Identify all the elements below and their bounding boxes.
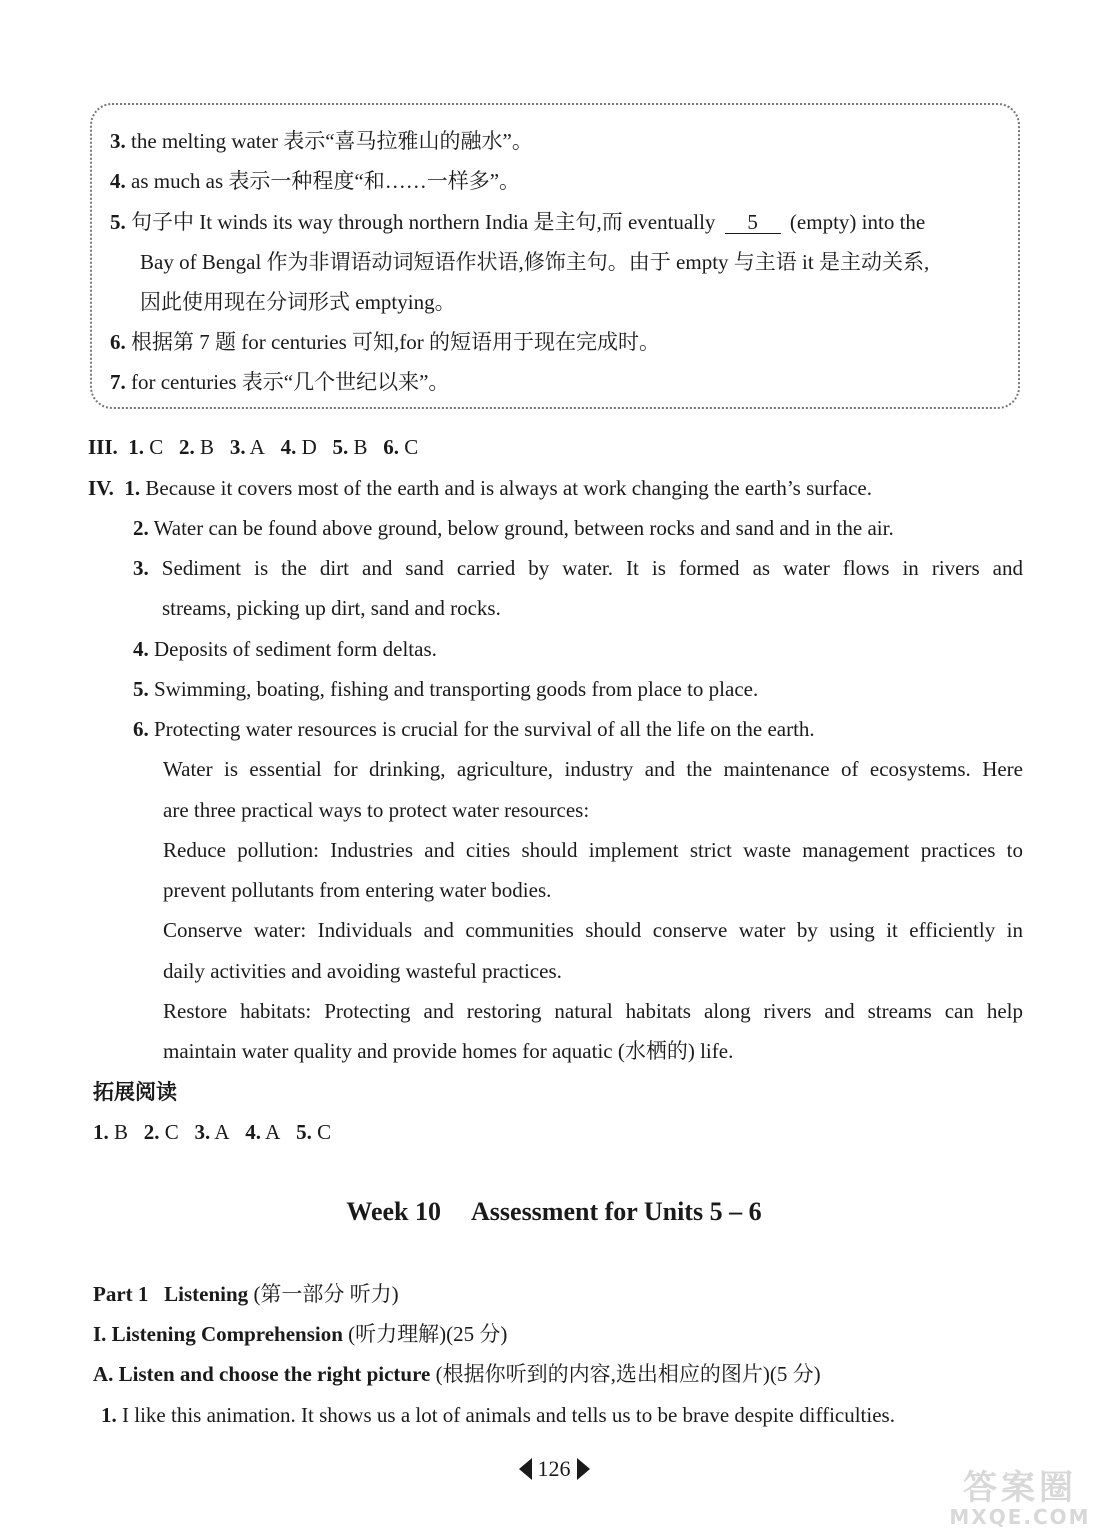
section-iv-answer-4: 4. Deposits of sediment form deltas. — [133, 637, 437, 661]
page-number: 126 — [0, 1456, 1108, 1482]
note-item-6: 6. 根据第 7 题 for centuries 可知,for 的短语用于现在完成时。 — [110, 330, 661, 354]
note-item-5-line-3: 因此使用现在分词形式 emptying。 — [140, 290, 456, 314]
section-iv-answer-6: 6. Protecting water resources is crucial for the survival of all the life on the earth. — [133, 717, 815, 741]
answer-6-paragraph-1: Water is essential for drinking, agriculture, industry and the maintenance of ecosystems. Here — [163, 757, 1023, 781]
answer-6-restore-habitats: Restore habitats: Protecting and restoring natural habitats along rivers and streams can help — [163, 999, 1023, 1023]
answer-6-conserve-water: Conserve water: Individuals and communities should conserve water by using it efficiently in — [163, 918, 1023, 942]
section-iv-answer-3: 3. Sediment is the dirt and sand carried by water. It is formed as water flows in rivers and — [133, 556, 1023, 580]
section-iv-answer-1: IV. 1. Because it covers most of the earth and is always at work changing the earth’s surface. — [88, 476, 872, 500]
triangle-right-icon — [577, 1458, 590, 1480]
note-item-5-line-2: Bay of Bengal 作为非谓语动词短语作状语,修饰主句。由于 empty 与主语 it 是主动关系, — [140, 250, 930, 274]
section-iv-answer-5: 5. Swimming, boating, fishing and transporting goods from place to place. — [133, 677, 759, 701]
answer-6-reduce-pollution-end: prevent pollutants from entering water bodies. — [163, 878, 552, 902]
note-item-7: 7. for centuries 表示“几个世纪以来”。 — [110, 370, 450, 394]
answer-6-reduce-pollution: Reduce pollution: Industries and cities should implement strict waste management practices to — [163, 838, 1023, 862]
note-item-5: 5. 句子中 It winds its way through northern India 是主句,而 eventually 5 (empty) into the — [110, 210, 926, 234]
section-iv-answer-2: 2. Water can be found above ground, below ground, between rocks and sand and in the air. — [133, 516, 894, 540]
week-heading: Week 10 Assessment for Units 5 – 6 — [346, 1197, 762, 1226]
section-a-heading: A. Listen and choose the right picture (根据你听到的内容,选出相应的图片)(5 分) — [93, 1362, 821, 1386]
part-1-heading: Part 1 Listening (第一部分 听力) — [93, 1282, 399, 1306]
answer-blank: 5 — [725, 211, 781, 234]
note-item-3: 3. the melting water 表示“喜马拉雅山的融水”。 — [110, 129, 533, 153]
answer-6-paragraph-1-end: are three practical ways to protect water resources: — [163, 798, 590, 822]
extended-reading-answers: 1. B 2. C 3. A 4. A 5. C — [93, 1120, 332, 1144]
site-watermark-logo: 答案圈 MXQE.COM — [949, 1468, 1091, 1529]
answer-6-conserve-water-end: daily activities and avoiding wasteful practices. — [163, 959, 562, 983]
listening-comprehension-heading: I. Listening Comprehension (听力理解)(25 分) — [93, 1322, 508, 1346]
answer-6-restore-habitats-end: maintain water quality and provide homes for aquatic (水栖的) life. — [163, 1039, 734, 1063]
section-iii-answers: III. 1. C 2. B 3. A 4. D 5. B 6. C — [88, 435, 419, 459]
triangle-left-icon — [519, 1458, 532, 1480]
section-iv-answer-3-line-2: streams, picking up dirt, sand and rocks. — [162, 596, 501, 620]
note-item-4: 4. as much as 表示一种程度“和……一样多”。 — [110, 169, 521, 193]
extended-reading-title: 拓展阅读 — [93, 1080, 177, 1104]
listening-question-1: 1. I like this animation. It shows us a lot of animals and tells us to be brave despite difficulties. — [101, 1403, 895, 1427]
